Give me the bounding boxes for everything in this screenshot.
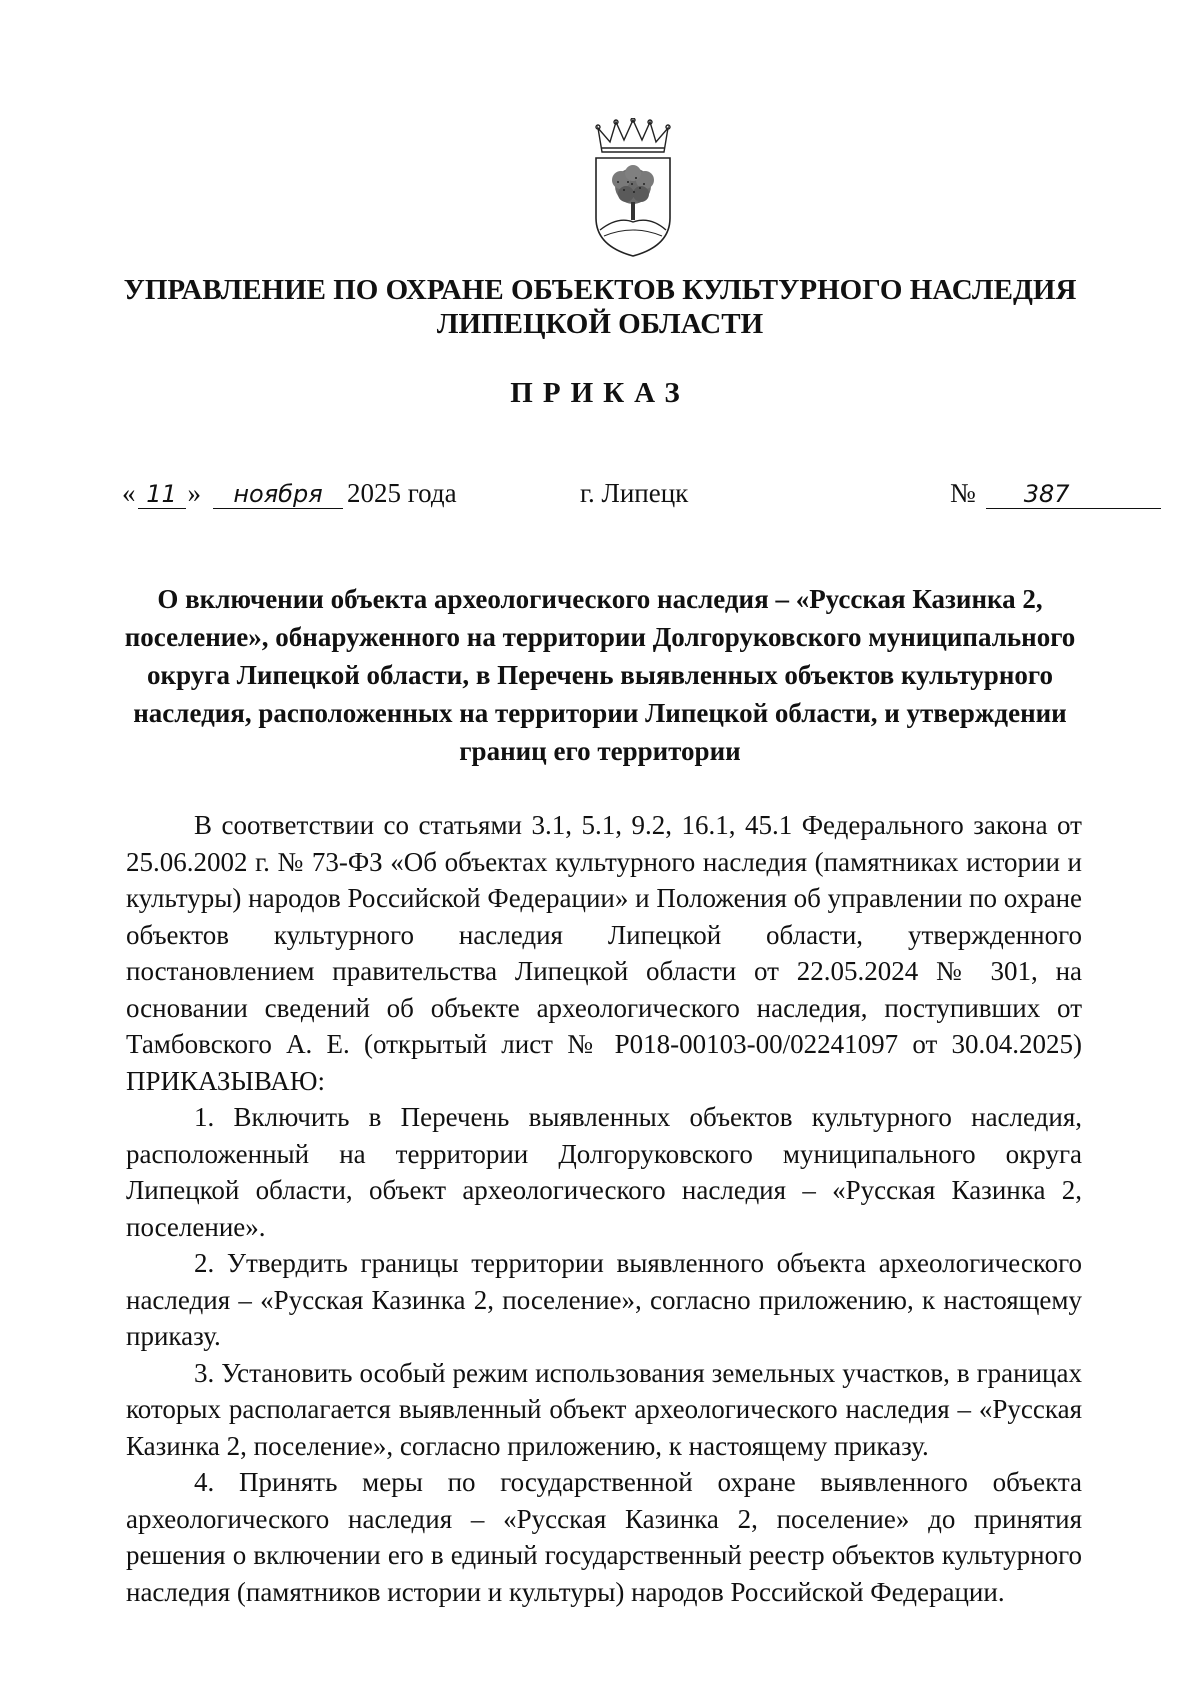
preamble-paragraph: В соответствии со статьями 3.1, 5.1, 9.2, 16.1, 45.1 Федерального закона от 25.06.2002 г. № 73-ФЗ «Об объектах культурного наследия (памятниках истории и культуры) народов Российской Федерации» и Положения об управлении по охране объектов культурного наследия Липецкой области, утвержденного постановлением правительства Липецкой области от 22.05.2024 № 301, на основании сведений об объекте археологического наследия, поступивших от Тамбовского А. Е. (открытый лист № Р018-00103-00/02241097 от 30.04.2025) ПРИКАЗЫВАЮ: xyxy=(126,810,1082,1096)
document-date xyxy=(122,478,457,509)
date-month: ноября xyxy=(213,480,343,509)
document-city: г. Липецк xyxy=(580,478,689,508)
organization-name-line-2: ЛИПЕЦКОЙ ОБЛАСТИ xyxy=(436,308,764,340)
date-quote-close: » xyxy=(187,478,201,508)
number-label: № xyxy=(950,478,976,508)
order-item-2: 2. Утвердить границы территории выявленного объекта археологического наследия – «Русская Казинка 2, поселение», согласно приложению, к настоящему приказу. xyxy=(126,1248,1082,1351)
order-item-4: 4. Принять меры по государственной охране выявленного объекта археологического наследия – «Русская Казинка 2, поселение» до принятия решения о включении его в единый государственный реестр объектов культурного наследия (памятников истории и культуры) народов Российской Федерации. xyxy=(126,1467,1082,1607)
date-quote-open: « xyxy=(122,478,136,508)
date-day: 11 xyxy=(138,480,186,509)
coat-of-arms-icon xyxy=(588,118,678,258)
order-subject-heading: О включении объекта археологического наследия – «Русская Казинка 2, поселение», обнаруженного на территории Долгоруковского муниципального округа Липецкой области, в Перечень выявленных объектов культурного наследия, расположенных на территории Липецкой области, и утверждении границ его территории xyxy=(124,584,1076,766)
document-number xyxy=(950,478,1161,509)
order-item-3: 3. Установить особый режим использования земельных участков, в границах которых располагается выявленный объект археологического наследия – «Русская Казинка 2, поселение», согласно приложению, к настоящему приказу. xyxy=(126,1357,1082,1461)
order-item-1: 1. Включить в Перечень выявленных объектов культурного наследия, расположенный на территории Долгоруковского муниципального округа Липецкой области, объект археологического наследия – «Русская Казинка 2, поселение». xyxy=(126,1102,1082,1242)
order-body xyxy=(126,807,1082,1610)
date-year: 2025 года xyxy=(347,478,457,508)
organization-name-line-1: УПРАВЛЕНИЕ ПО ОХРАНЕ ОБЪЕКТОВ КУЛЬТУРНОГО НАСЛЕДИЯ xyxy=(123,274,1077,306)
document-type-title: ПРИКАЗ xyxy=(510,377,690,409)
number-value: 387 xyxy=(986,480,1161,509)
date-city-number-row xyxy=(0,478,1200,518)
